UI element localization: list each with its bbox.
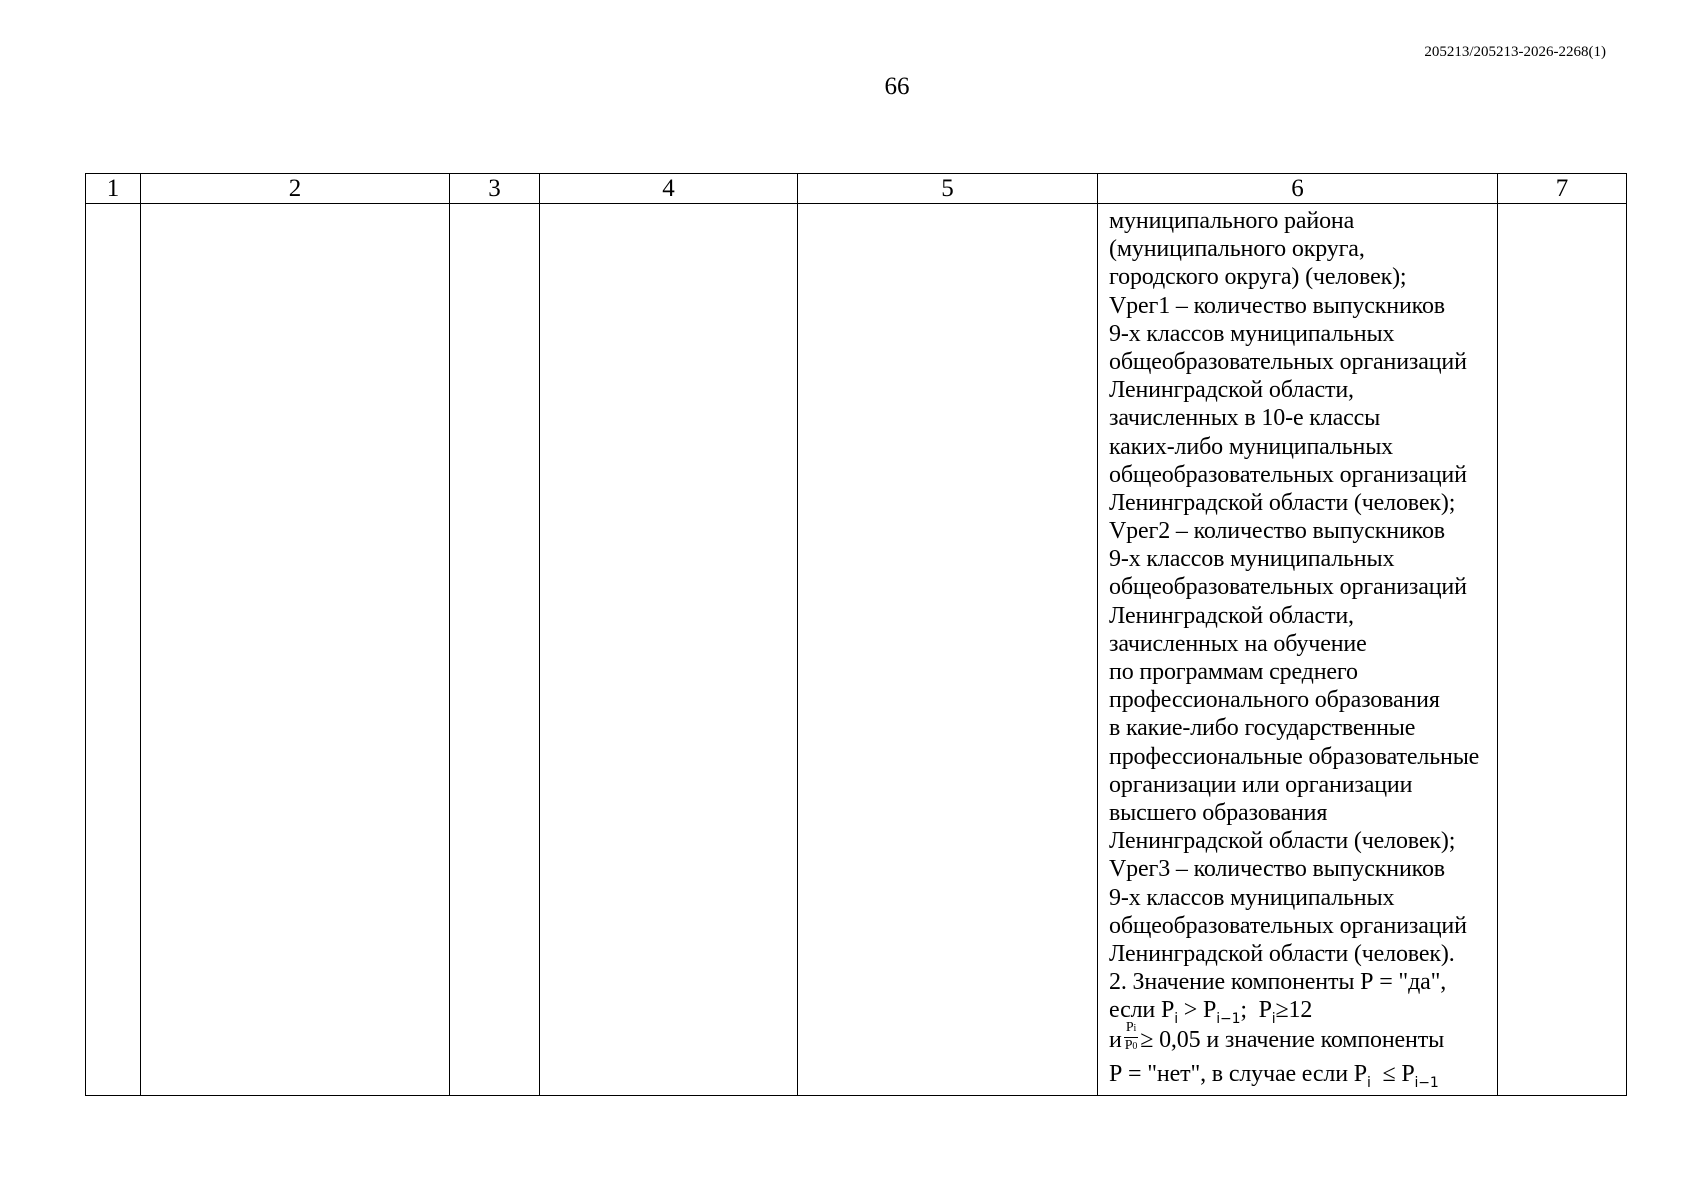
col6-line: общеобразовательных организаций — [1109, 348, 1467, 375]
formula1-p3: P — [1258, 997, 1272, 1024]
formula1-separator: ; — [1240, 997, 1247, 1024]
formula2-rest: ≥ 0,05 и значение компоненты — [1140, 1027, 1445, 1054]
formula3-p: P — [1353, 1061, 1367, 1088]
col6-line: Vрег1 – количество выпускников — [1109, 292, 1445, 319]
cell-col-3 — [450, 204, 540, 1096]
formula1-p2: P — [1203, 997, 1217, 1024]
fraction-denominator-sub: 0 — [1132, 1041, 1138, 1053]
cell-col-1 — [86, 204, 141, 1096]
formula1-p: P — [1160, 997, 1175, 1024]
formula-line-1 — [1109, 996, 1495, 1028]
col6-line: Ленинградской области, — [1109, 602, 1354, 629]
col6-line: городского округа) (человек); — [1109, 264, 1407, 291]
page-number: 66 — [884, 73, 910, 100]
formula3-sub-i-minus-1: i−1 — [1414, 1075, 1439, 1092]
col6-line: по программам среднего — [1109, 659, 1358, 685]
document-id: 205213/205213-2026-2268(1) — [1424, 44, 1606, 60]
cell-col-6 — [1098, 204, 1498, 1096]
fraction-numerator — [1124, 1020, 1139, 1038]
formula3-le: ≤ — [1382, 1061, 1396, 1088]
formula3-p2: P — [1401, 1061, 1415, 1088]
formula3-sub-i: i — [1366, 1075, 1371, 1092]
fraction-denominator-p: P — [1124, 1038, 1133, 1054]
col6-line: в какие-либо государственные — [1109, 715, 1416, 742]
column-header-5: 5 — [798, 174, 1098, 204]
col6-line: 2. Значение компоненты Р = "да", — [1109, 969, 1447, 996]
column-header-1: 1 — [86, 174, 141, 204]
main-table — [85, 173, 1627, 1096]
formula1-ge12: ≥12 — [1275, 997, 1313, 1024]
col6-line: 9-х классов муниципальных — [1109, 546, 1395, 573]
formula1-sub-i: i — [1174, 1011, 1178, 1028]
col6-line: зачисленных на обучение — [1109, 630, 1367, 657]
col6-line: организации или организации — [1109, 771, 1413, 798]
cell-col-4 — [540, 204, 798, 1096]
col6-line: Ленинградской области (человек); — [1109, 828, 1456, 855]
formula1-sub-i-minus-1: i−1 — [1216, 1011, 1241, 1028]
column-header-3: 3 — [450, 174, 540, 204]
cell-col-5 — [798, 204, 1098, 1096]
fraction-pi-p0 — [1124, 1020, 1139, 1055]
col6-line: (муниципального округа, — [1109, 236, 1365, 263]
col6-line: Ленинградской области, — [1109, 377, 1354, 404]
col6-line: профессионального образования — [1109, 687, 1440, 714]
col6-line: зачисленных в 10-е классы — [1109, 405, 1381, 432]
col6-text — [1098, 204, 1497, 1092]
col6-line: муниципального района — [1109, 208, 1355, 234]
formula1-prefix: если — [1109, 997, 1156, 1024]
col6-line: профессиональные образовательные — [1109, 743, 1480, 770]
table-row — [86, 204, 1627, 1096]
col6-line: Ленинградской области (человек). — [1109, 940, 1455, 967]
col6-line: общеобразовательных организаций — [1109, 461, 1467, 488]
formula2-prefix: и — [1109, 1027, 1122, 1054]
col6-line: общеобразовательных организаций — [1109, 574, 1467, 601]
col6-line: Ленинградской области (человек); — [1109, 489, 1456, 516]
col6-line: высшего образования — [1109, 799, 1328, 826]
formula3-prefix: Р = "нет", в случае если — [1109, 1061, 1348, 1088]
fraction-denominator — [1124, 1038, 1139, 1055]
col6-line: 9-х классов муниципальных — [1109, 320, 1395, 347]
fraction-numerator-p: P — [1125, 1020, 1134, 1036]
col6-line: общеобразовательных организаций — [1109, 912, 1467, 939]
column-header-6: 6 — [1098, 174, 1498, 204]
cell-col-7 — [1498, 204, 1627, 1096]
col6-line: каких-либо муниципальных — [1109, 433, 1394, 460]
header-row — [86, 174, 1627, 204]
formula1-sub-i2: i — [1271, 1011, 1276, 1028]
column-header-4: 4 — [540, 174, 798, 204]
fraction-numerator-sub: i — [1133, 1023, 1137, 1035]
col6-text-lines — [1109, 207, 1495, 996]
formula1-gt: > — [1183, 997, 1198, 1024]
column-header-2: 2 — [141, 174, 450, 204]
col6-line: 9-х классов муниципальных — [1109, 884, 1395, 911]
col6-line: Vрег2 – количество выпускников — [1109, 518, 1445, 545]
col6-line: Vрег3 – количество выпускников — [1109, 856, 1445, 883]
formula-line-3 — [1109, 1060, 1495, 1092]
cell-col-2 — [141, 204, 450, 1096]
formula-line-2 — [1109, 1020, 1495, 1060]
column-header-7: 7 — [1498, 174, 1627, 204]
